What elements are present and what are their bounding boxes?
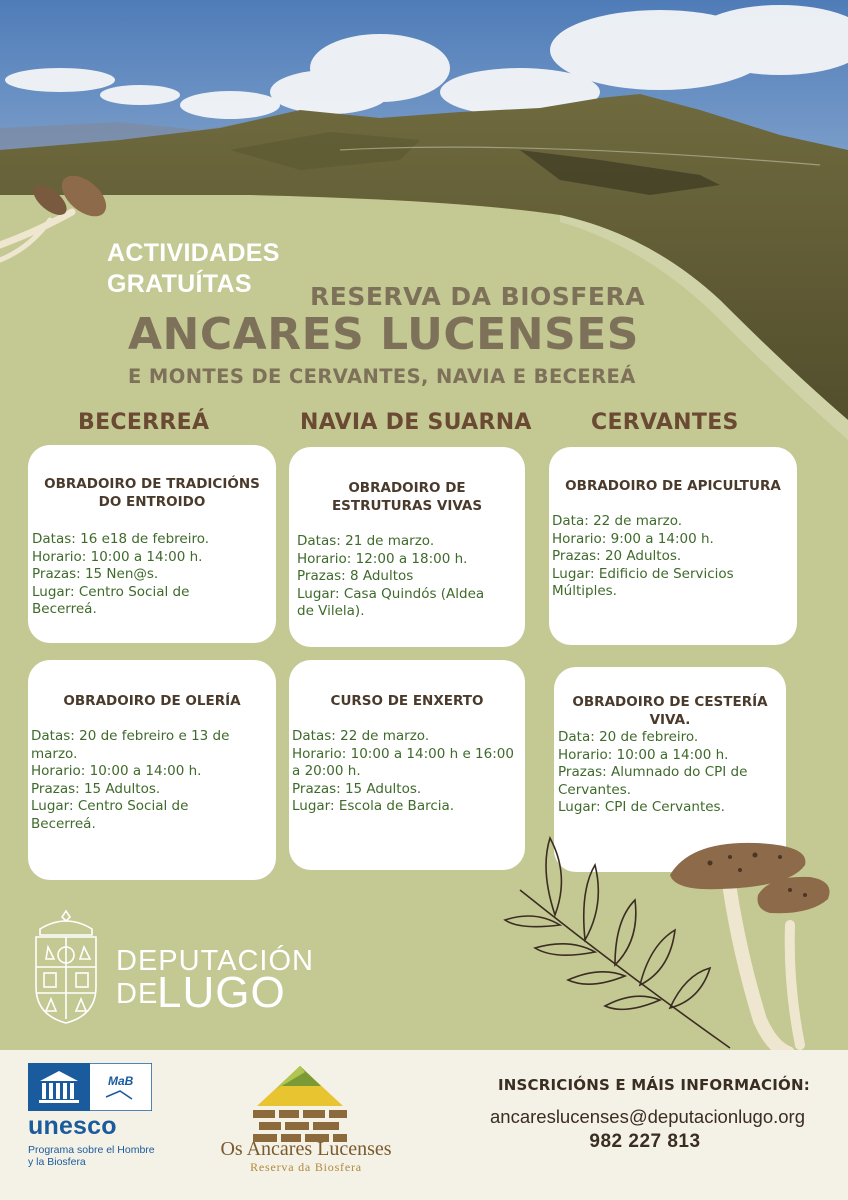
activity-card-cesteria bbox=[554, 667, 786, 872]
unesco-wordmark: unesco bbox=[28, 1112, 117, 1140]
ancares-logo-name: Os Ancares Lucenses bbox=[220, 1138, 392, 1160]
activity-card-tradicions bbox=[28, 445, 276, 643]
activity-card-oleria bbox=[28, 660, 276, 880]
column-heading-becerrea: BECERREÁ bbox=[78, 410, 210, 435]
card-details: Datas: 21 de marzo. Horario: 12:00 a 18:00 h. Prazas: 8 Adultos Lugar: Casa Quindós (Aldea de Vilela). bbox=[297, 533, 485, 619]
unesco-subtitle: Programa sobre el Hombre y la Biosfera bbox=[28, 1144, 155, 1168]
card-title: OBRADOIRO DE APICULTURA bbox=[565, 478, 781, 494]
card-details: Datas: 22 de marzo. Horario: 10:00 a 14:00 h e 16:00 a 20:00 h. Prazas: 15 Adultos. Lugar: Escola de Barcia. bbox=[292, 728, 514, 814]
actividades-text: ACTIVIDADES bbox=[107, 239, 280, 267]
card-details: Datas: 16 e18 de febreiro. Horario: 10:00 a 14:00 h. Prazas: 15 Nen@s. Lugar: Centro Social de Becerreá. bbox=[32, 531, 210, 617]
unesco-logo-icon bbox=[28, 1063, 152, 1111]
activity-card-apicultura bbox=[549, 447, 797, 645]
free-activities-title bbox=[107, 238, 280, 300]
ancares-logo-icon bbox=[245, 1062, 355, 1144]
card-title: CURSO DE ENXERTO bbox=[330, 693, 484, 709]
mab-text: MaB bbox=[108, 1074, 134, 1088]
reserva-biosfera-text: RESERVA DA BIOSFERA bbox=[310, 282, 646, 311]
deputacion-crest-icon bbox=[26, 907, 106, 1027]
activity-card-estruturas bbox=[289, 447, 525, 647]
gratuitas-text: GRATUÍTAS bbox=[107, 270, 252, 298]
montes-subtitle: E MONTES DE CERVANTES, NAVIA E BECEREÁ bbox=[128, 365, 636, 388]
card-details: Data: 22 de marzo. Horario: 9:00 a 14:00 h. Prazas: 20 Adultos. Lugar: Edificio de Servicios Múltiples. bbox=[552, 513, 734, 599]
card-title: OBRADOIRO DE OLERÍA bbox=[63, 693, 241, 709]
contact-phone[interactable]: 982 227 813 bbox=[589, 1131, 701, 1152]
card-title: OBRADOIRO DE TRADICIÓNS DO ENTROIDO bbox=[44, 476, 260, 510]
ancares-lucenses-title: ANCARES LUCENSES bbox=[128, 309, 639, 360]
card-details: Data: 20 de febreiro. Horario: 10:00 a 14:00 h. Prazas: Alumnado do CPI de Cervantes. Lugar: CPI de Cervantes. bbox=[558, 729, 748, 815]
info-heading: INSCRICIÓNS E MÁIS INFORMACIÓN: bbox=[498, 1076, 810, 1094]
ancares-logo-subtitle: Reserva da Biosfera bbox=[250, 1160, 362, 1174]
column-heading-navia: NAVIA DE SUARNA bbox=[300, 410, 532, 435]
activity-card-enxerto bbox=[289, 660, 525, 870]
column-heading-cervantes: CERVANTES bbox=[591, 410, 739, 435]
contact-email-link[interactable]: ancareslucenses@deputacionlugo.org bbox=[490, 1106, 805, 1127]
card-details: Datas: 20 de febreiro e 13 de marzo. Horario: 10:00 a 14:00 h. Prazas: 15 Adultos. Lugar: Centro Social de Becerreá. bbox=[31, 728, 230, 832]
card-title: OBRADOIRO DE ESTRUTURAS VIVAS bbox=[331, 480, 483, 514]
deputacion-de: DE bbox=[116, 978, 159, 1010]
deputacion-lugo: LUGO bbox=[157, 968, 286, 1017]
card-title: OBRADOIRO DE CESTERÍA VIVA. bbox=[572, 694, 768, 728]
deputacion-name: DEPUTACIÓN bbox=[116, 945, 314, 977]
